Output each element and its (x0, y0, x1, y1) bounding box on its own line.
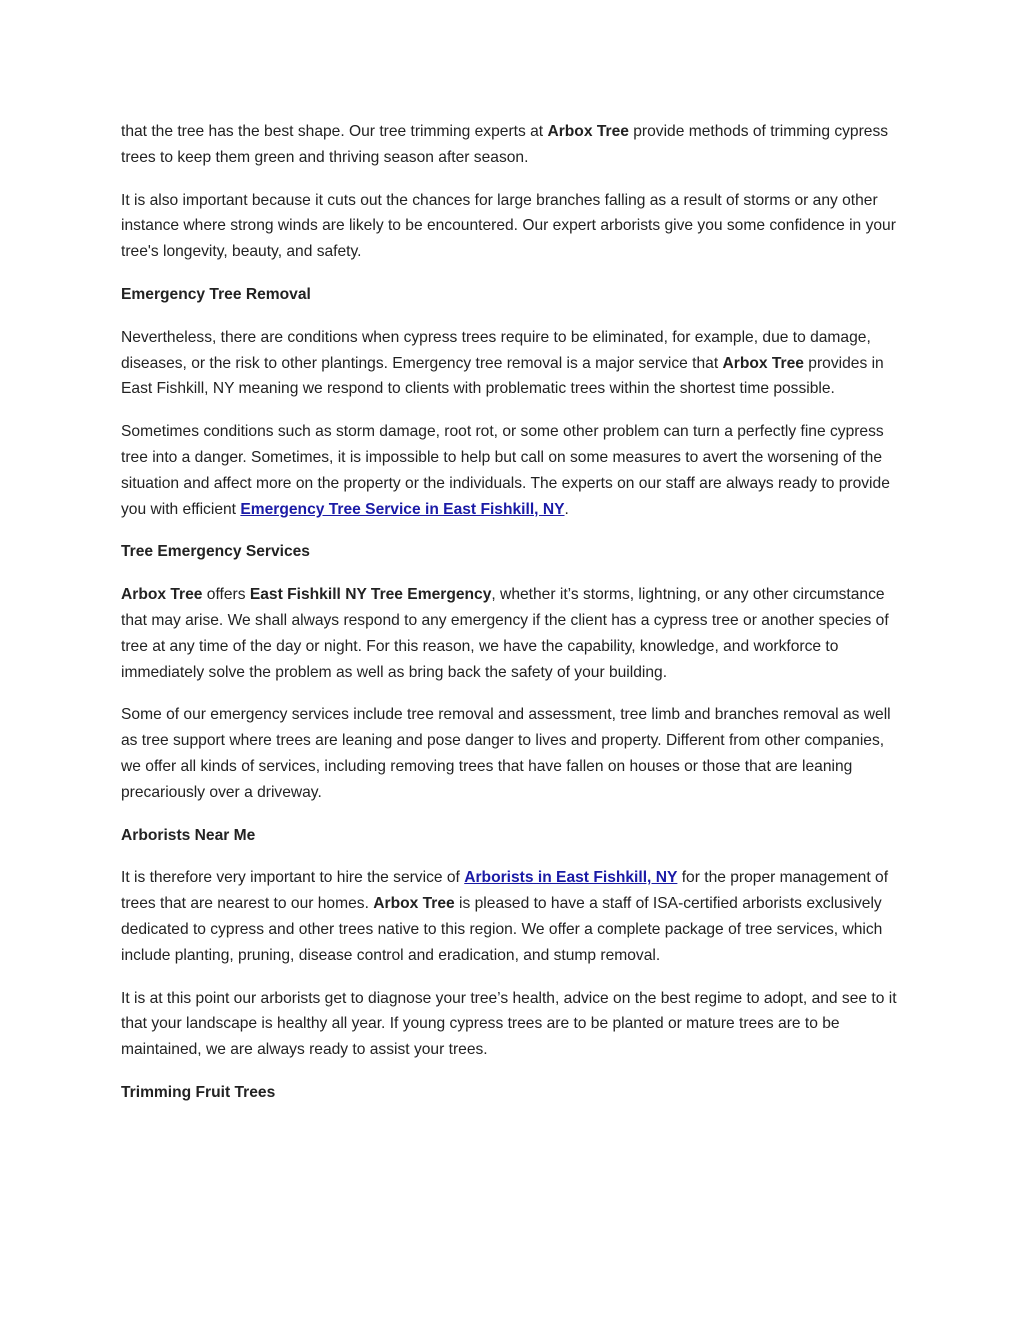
brand-name: Arbox Tree (121, 586, 203, 604)
brand-name: Arbox Tree (547, 123, 629, 140)
heading-arborists-near-me: Arborists Near Me (121, 826, 256, 844)
text: provide methods of trimming cypress trees to keep them green and thriving season after season. (121, 123, 889, 166)
brand-name: Arbox Tree (722, 354, 804, 372)
text: It is also important because it cuts out the chances for large branches falling as a result of storms or any other instance where strong winds are likely to be encountered. Our expert arborists give you some confidence in your tree's longevity, beauty, and safety. (121, 191, 896, 261)
paragraph-arborists (121, 865, 906, 968)
heading-trimming-fruit-trees: Trimming Fruit Trees (121, 1083, 276, 1101)
paragraph-storm-damage (121, 419, 906, 522)
brand-name: Arbox Tree (373, 895, 455, 913)
text: that the tree has the best shape. Our tree trimming experts at (121, 123, 548, 140)
link-emergency-tree-service[interactable]: Emergency Tree Service in East Fishkill, NY (240, 500, 565, 518)
paragraph-emergency-removal (121, 325, 906, 402)
text: Some of our emergency services include tree removal and assessment, tree limb and branches removal as well as tree support where trees are leaning and pose danger to lives and property. Different from other companies, we offer all kinds of services, including removing trees that have fallen on houses or those that are leaning precariously over a driveway. (121, 706, 891, 801)
text: . (564, 500, 569, 518)
document-page (121, 119, 906, 1123)
text: provides in East Fishkill, NY meaning we respond to clients with problematic trees within the shortest time possible. (121, 354, 884, 398)
paragraph-emergency-offers (121, 582, 906, 685)
paragraph-emergency-services-list (121, 702, 906, 805)
text: It is at this point our arborists get to diagnose your tree’s health, advice on the best regime to adopt, and see to it that your landscape is healthy all year. If young cypress trees are to be planted or mature trees are to be maintained, we are always ready to assist your trees. (121, 989, 897, 1059)
paragraph-safety (121, 188, 906, 265)
text: Nevertheless, there are conditions when cypress trees require to be eliminated, for example, due to damage, diseases, or the risk to other plantings. Emergency tree removal is a major service that (121, 328, 871, 372)
text: , whether it’s storms, lightning, or any other circumstance that may arise. We shall always respond to any emergency if the client has a cypress tree or another species of tree at any time of the day or night. For this reason, we have the capability, knowledge, and workforce to immediately solve the problem as well as bring back the safety of your building. (121, 586, 889, 681)
bold-phrase: East Fishkill NY Tree Emergency (249, 586, 492, 604)
paragraph-trimming-intro (121, 119, 906, 171)
text: Sometimes conditions such as storm damage, root rot, or some other problem can turn a perfectly fine cypress tree into a danger. Sometimes, it is impossible to help but call on some measures to avert the worsening of the situation and affect more on the property or the individuals. The experts on our staff are always ready to provide you with efficient (121, 423, 890, 518)
text: is pleased to have a staff of ISA-certified arborists exclusively dedicated to cypress and other trees native to this region. We offer a complete package of tree services, which include planting, pruning, disease control and eradication, and stump removal. (121, 895, 883, 964)
text: offers (202, 586, 250, 604)
paragraph-diagnosis (121, 986, 906, 1063)
link-arborists[interactable]: Arborists in East Fishkill, NY (464, 869, 678, 887)
text: for the proper management of trees that are nearest to our homes. (121, 869, 889, 913)
heading-emergency-tree-removal: Emergency Tree Removal (121, 285, 311, 303)
heading-tree-emergency-services: Tree Emergency Services (121, 543, 310, 561)
text: It is therefore very important to hire the service of (121, 869, 465, 887)
